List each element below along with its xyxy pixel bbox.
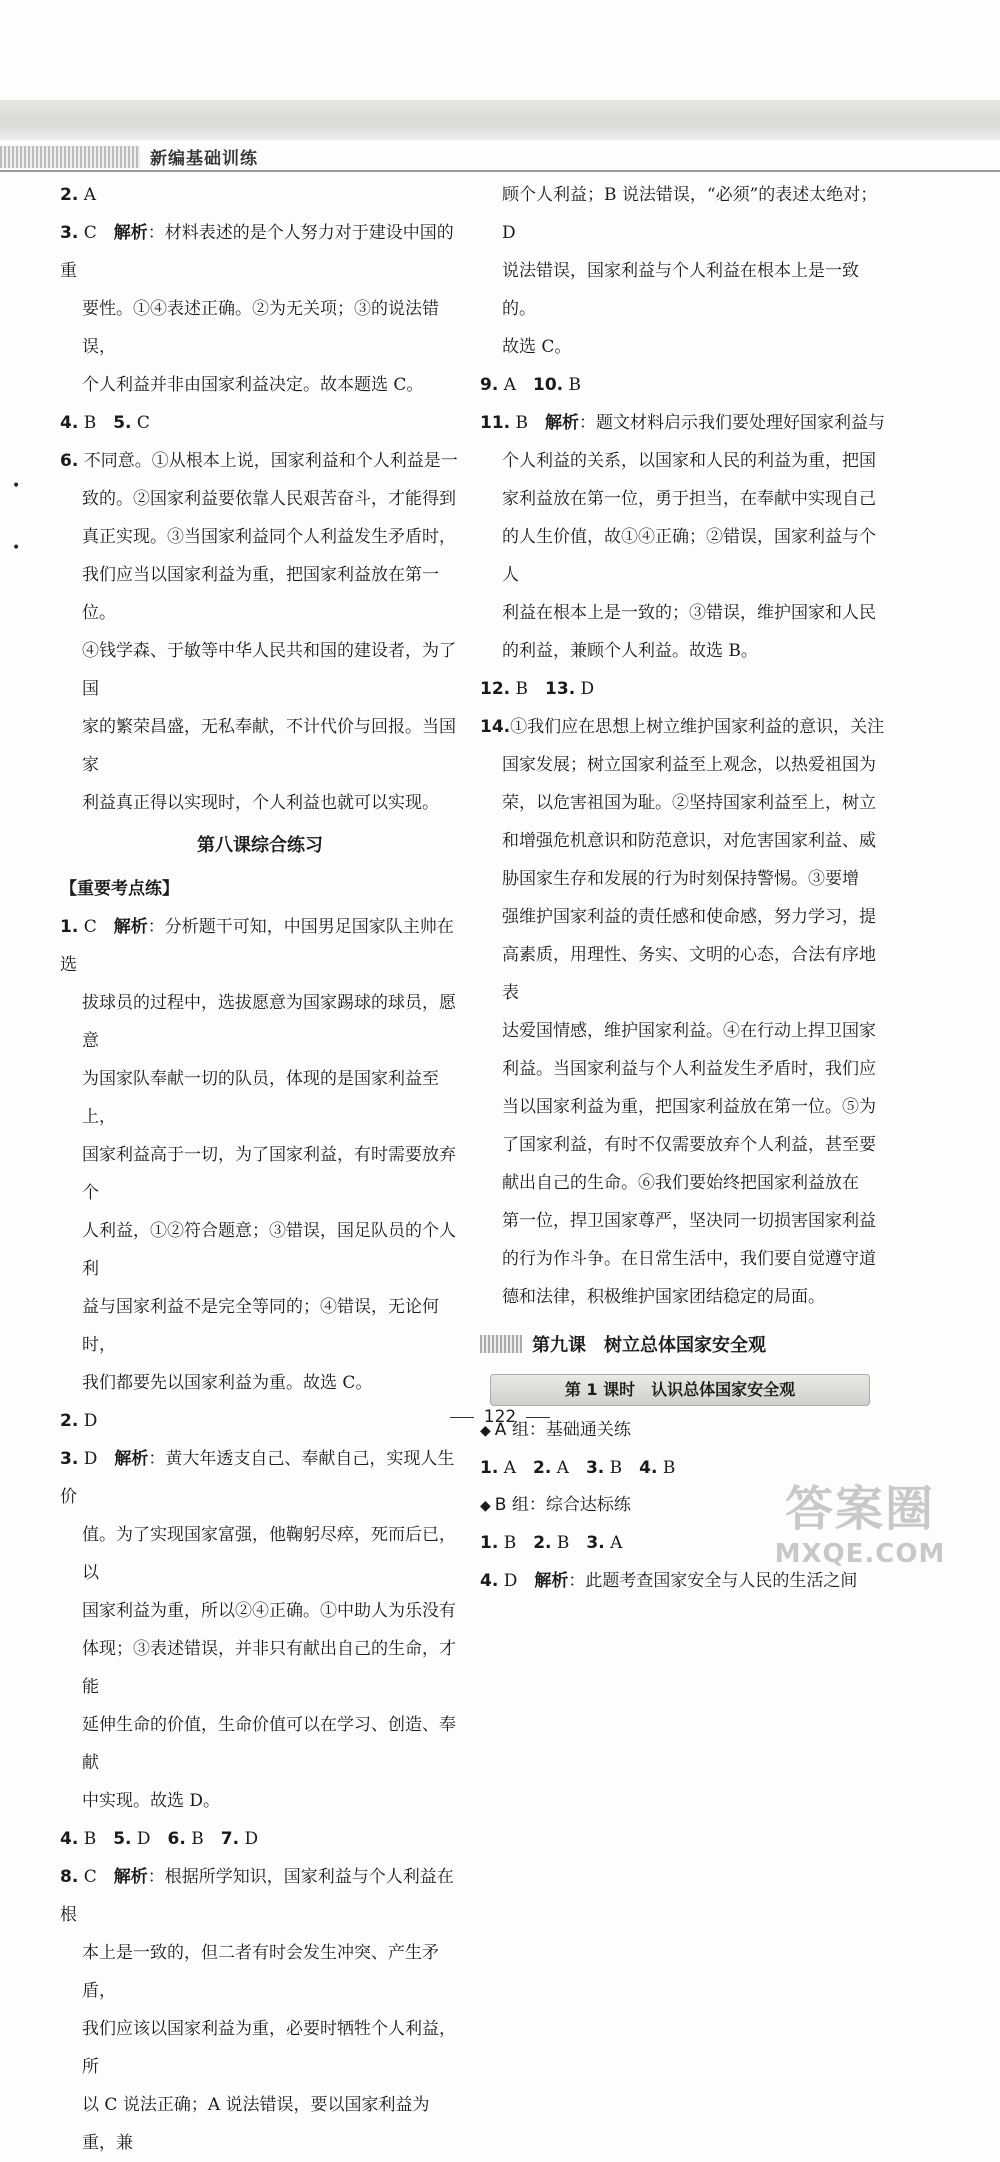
left-column (60, 176, 460, 2162)
diamond-icon: ◆ (480, 1423, 491, 1439)
exercise-4-7: 4. B 5. D 6. B 7. D (60, 1829, 259, 1849)
diamond-icon: ◆ (480, 1498, 491, 1514)
page-number: 122 (0, 1407, 1000, 1427)
exercise-3: 3. D 解析：黄大年透支自己、奉献自己，实现人生价 值。为了实现国家富强，他鞠躬尽瘁，死而后已，以 国家利益为重，所以②④正确。①中助人为乐没有 体现；③表述错误，并非只有献出自己的生命，才能 延伸生命的价值，生命价值可以在学习、创造、奉献 中实现。故选 D。 (60, 1449, 456, 1811)
group-a-answers: 1. A 2. A 3. B 4. B (480, 1458, 676, 1478)
group-b-heading: ◆ B 组：综合达标练 (480, 1495, 631, 1515)
watermark-logo: 答案圈 MXQE.COM (774, 1481, 946, 1569)
exercise-9-10: 9. A 10. B (480, 375, 582, 395)
header-rule (0, 170, 1000, 172)
header-band (0, 100, 1000, 140)
group-b-answers: 1. B 2. B 3. A (480, 1533, 623, 1553)
section-title: 第八课综合练习 (197, 835, 323, 856)
answer-3: 3. C 解析：材料表述的是个人努力对于建设中国的重 要性。①④表述正确。②为无关项；③的说法错误， 个人利益并非由国家利益决定。故本题选 C。 (60, 223, 454, 395)
answer-6: 6. 不同意。①从根本上说，国家利益和个人利益是一 致的。②国家利益要依靠人民艰苦奋斗，才能得到 真正实现。③当国家利益同个人利益发生矛盾时， 我们应当以国家利益为重，把国家利益放在第一位。 ④钱学森、于敏等中华人民共和国的建设者，为了国 家的繁荣昌盛，无私奉献，不计代价与回报。当国家 利益真正得以实现时，个人利益也就可以实现。 (60, 451, 458, 813)
answer-2: 2. A (60, 185, 96, 205)
subsection-title: 【重要考点练】 (60, 879, 179, 899)
right-column (480, 176, 890, 1600)
exercise-8: 8. C 解析：根据所学知识，国家利益与个人利益在根 本上是一致的，但二者有时会发生冲突、产生矛盾， 我们应该以国家利益为重，必要时牺牲个人利益，所 以 C 说法正确；A 说法错误，要以国家利益为重，兼 (60, 1867, 456, 2153)
margin-mark: • (12, 540, 21, 556)
header-pattern (0, 146, 140, 168)
group-a-heading: ◆ A 组：基础通关练 (480, 1420, 631, 1440)
period-title-bar (490, 1374, 870, 1406)
exercise-14: 14.①我们应在思想上树立维护国家利益的意识，关注 国家发展；树立国家利益至上观念，以热爱祖国为 荣，以危害祖国为耻。②坚持国家利益至上，树立 和增强危机意识和防范意识，对危害国家利益、威 胁国家生存和发展的行为时刻保持警惕。③要增 强维护国家利益的责任感和使命感，努力学习，提 高素质，用理性、务实、文明的心态，合法有序地表 达爱国情感，维护国家利益。④在行动上捍卫国家 利益。当国家利益与个人利益发生矛盾时，我们应 当以国家利益为重，把国家利益放在第一位。⑤为 了国家利益，有时不仅需要放弃个人利益，甚至要 献出自己的生命。⑥我们要始终把国家利益放在 第一位，捍卫国家尊严，坚决同一切损害国家利益 的行为作斗争。在日常生活中，我们要自觉遵守道 德和法律，积极维护国家团结稳定的局面。 (480, 717, 885, 1307)
answer-4-5: 4. B 5. C (60, 413, 150, 433)
group-b-question-4: 4. D 解析：此题考查国家安全与人民的生活之间 (480, 1571, 858, 1591)
period-title: 第 1 课时 认识总体国家安全观 (564, 1380, 796, 1399)
exercise-8-continued: 顾个人利益；B 说法错误，“必须”的表述太绝对；D 说法错误，国家利益与个人利益在根本上是一致的。 故选 C。 (502, 185, 878, 357)
exercise-12-13: 12. B 13. D (480, 679, 595, 699)
lesson-title: 第九课 树立总体国家安全观 (532, 1335, 766, 1356)
header-title: 新编基础训练 (150, 149, 258, 169)
lesson-badge-icon (480, 1335, 522, 1353)
lesson-heading (480, 1322, 890, 1366)
margin-mark: • (12, 478, 21, 494)
exercise-11: 11. B 解析：题文材料启示我们要处理好国家利益与 个人利益的关系，以国家和人民的利益为重，把国 家利益放在第一位，勇于担当，在奉献中实现自己 的人生价值，故①④正确；②错误，国家利益与个人 利益在根本上是一致的；③错误，维护国家和人民 的利益，兼顾个人利益。故选 B。 (480, 413, 886, 661)
exercise-1: 1. C 解析：分析题干可知，中国男足国家队主帅在选 拔球员的过程中，选拔愿意为国家踢球的球员，愿意 为国家队奉献一切的队员，体现的是国家利益至上， 国家利益高于一切，为了国家利益，有时需要放弃个 人利益，①②符合题意；③错误，国足队员的个人利 益与国家利益不是完全等同的；④错误，无论何时， 我们都要先以国家利益为重。故选 C。 (60, 917, 456, 1393)
exercise-2: 2. D (60, 1411, 98, 1431)
